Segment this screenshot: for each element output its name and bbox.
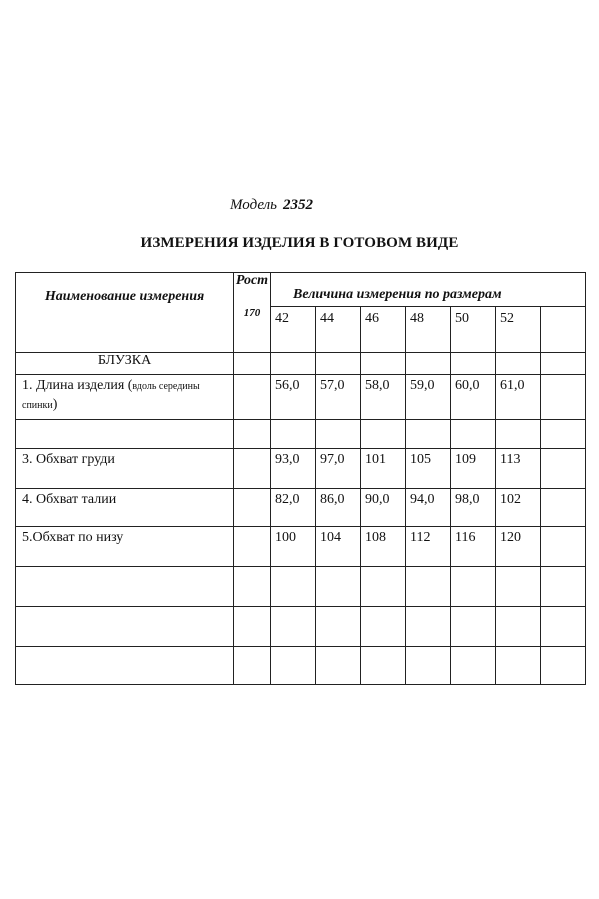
row-note: вдоль середины спинки — [22, 381, 200, 411]
value-cell: 57,0 — [316, 375, 361, 420]
value-cell: 98,0 — [451, 489, 496, 527]
size-52: 52 — [496, 307, 541, 353]
value-cell: 100 — [271, 527, 316, 567]
header-row — [16, 273, 586, 307]
model-label — [230, 197, 313, 214]
value-cell: 101 — [361, 449, 406, 489]
table-row — [16, 449, 586, 489]
value-cell: 116 — [451, 527, 496, 567]
table-row — [16, 489, 586, 527]
table-row — [16, 527, 586, 567]
size-50: 50 — [451, 307, 496, 353]
row-name: 5.Обхват по низу — [16, 527, 234, 567]
value-cell: 104 — [316, 527, 361, 567]
empty-row — [16, 567, 586, 607]
size-48: 48 — [406, 307, 451, 353]
value-cell: 105 — [406, 449, 451, 489]
value-cell: 120 — [496, 527, 541, 567]
value-cell: 86,0 — [316, 489, 361, 527]
size-42: 42 — [271, 307, 316, 353]
value-cell: 102 — [496, 489, 541, 527]
value-cell: 58,0 — [361, 375, 406, 420]
row-name: 4. Обхват талии — [16, 489, 234, 527]
value-cell: 56,0 — [271, 375, 316, 420]
value-cell: 59,0 — [406, 375, 451, 420]
height-label: Рост — [235, 273, 269, 288]
model-text: Модель — [230, 197, 278, 213]
value-cell: 61,0 — [496, 375, 541, 420]
height-value: 170 — [243, 307, 261, 319]
value-cell: 94,0 — [406, 489, 451, 527]
header-height — [234, 273, 271, 353]
header-sizes: Величина измерения по размерам — [271, 273, 586, 307]
page-title: ИЗМЕРЕНИЯ ИЗДЕЛИЯ В ГОТОВОМ ВИДЕ — [140, 235, 459, 251]
section-title: БЛУЗКА — [16, 353, 234, 375]
model-number: 2352 — [283, 197, 314, 213]
value-cell: 97,0 — [316, 449, 361, 489]
row-name: 1. Длина изделия (вдоль середины спинки) — [16, 375, 234, 420]
section-row — [16, 353, 586, 375]
value-cell: 108 — [361, 527, 406, 567]
value-cell: 113 — [496, 449, 541, 489]
value-cell: 109 — [451, 449, 496, 489]
measurements-table — [15, 272, 586, 685]
value-cell: 82,0 — [271, 489, 316, 527]
header-name-column: Наименование измерения — [16, 273, 234, 353]
size-empty — [541, 307, 586, 353]
size-44: 44 — [316, 307, 361, 353]
value-cell: 60,0 — [451, 375, 496, 420]
value-cell: 112 — [406, 527, 451, 567]
size-46: 46 — [361, 307, 406, 353]
empty-row — [16, 647, 586, 685]
row-name: 3. Обхват груди — [16, 449, 234, 489]
empty-row — [16, 420, 586, 449]
value-cell: 90,0 — [361, 489, 406, 527]
table-row — [16, 375, 586, 420]
empty-row — [16, 607, 586, 647]
value-cell: 93,0 — [271, 449, 316, 489]
